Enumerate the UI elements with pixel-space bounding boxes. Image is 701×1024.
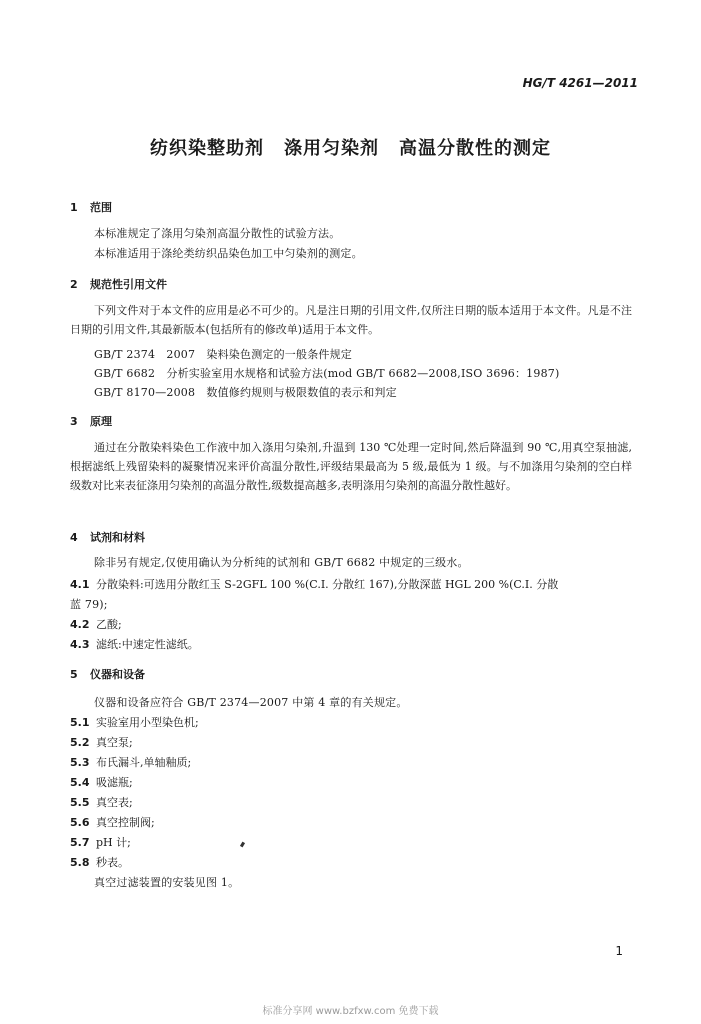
section-5-outro: 真空过滤装置的安装见图 1。 (94, 876, 240, 889)
standard-code: HG/T 4261—2011 (522, 76, 638, 90)
reference-3: GB/T 8170—2008 数值修约规则与极限数值的表示和判定 (94, 386, 397, 399)
item-number: 5.7 (70, 836, 90, 849)
section-title: 原理 (90, 415, 112, 428)
item-number: 5.5 (70, 796, 90, 809)
item-4-2 (70, 616, 122, 632)
section-2-intro: 下列文件对于本文件的应用是必不可少的。凡是注日期的引用文件,仅所注日期的版本适用于本文件。凡是不注日期的引用文件,其最新版本(包括所有的修改单)适用于本文件。 (70, 304, 632, 336)
item-text: 布氏漏斗,单轴釉质; (96, 756, 192, 769)
item-5-4 (70, 774, 133, 790)
item-number: 5.1 (70, 716, 90, 729)
item-text: 乙酸; (96, 618, 122, 631)
item-number: 5.2 (70, 736, 90, 749)
item-4-1 (70, 576, 558, 592)
item-number: 5.3 (70, 756, 90, 769)
item-5-3 (70, 754, 191, 770)
section-title: 仪器和设备 (90, 668, 145, 681)
item-text: 实验室用小型染色机; (96, 716, 199, 729)
document-title (0, 134, 701, 160)
title-part-2: 涤用匀染剂 (284, 138, 379, 159)
page-number: 1 (615, 944, 623, 958)
section-title: 范围 (90, 201, 112, 214)
section-number: 1 (70, 201, 78, 214)
section-3-heading (70, 413, 112, 429)
section-number: 3 (70, 415, 78, 428)
scan-speck (240, 842, 245, 848)
item-number: 5.4 (70, 776, 90, 789)
item-text: 吸滤瓶; (96, 776, 133, 789)
item-text: 真空表; (96, 796, 133, 809)
item-5-6 (70, 814, 155, 830)
item-number: 5.6 (70, 816, 90, 829)
title-part-3: 高温分散性的测定 (399, 138, 551, 159)
item-text: 真空控制阀; (96, 816, 155, 829)
section-4-heading (70, 529, 145, 545)
item-number: 4.3 (70, 638, 90, 651)
reference-1: GB/T 2374 2007 染料染色测定的一般条件规定 (94, 348, 352, 361)
item-text: 分散染料:可选用分散红玉 S-2GFL 100 %(C.I. 分散红 167),分散深蓝 HGL 200 %(C.I. 分散 (96, 578, 559, 591)
section-1-para-1: 本标准规定了涤用匀染剂高温分散性的试验方法。 (94, 227, 341, 240)
item-number: 4.2 (70, 618, 90, 631)
item-text: pH 计; (96, 836, 131, 849)
item-number: 4.1 (70, 578, 90, 591)
section-3-text: 通过在分散染料染色工作液中加入涤用匀染剂,升温到 130 ℃处理一定时间,然后降温到 90 ℃,用真空泵抽滤,根据滤纸上残留染料的凝聚情况来评价高温分散性,评级结果最高为 5 级,最低为 1 级。与不加涤用匀染剂的空白样级数对比来表征涤用匀染剂的高温分散性,级数提高越多,表明涤用匀染剂的高温分散性越好。 (70, 441, 632, 492)
section-title: 试剂和材料 (90, 531, 145, 544)
item-text: 秒表。 (96, 856, 129, 869)
item-text: 真空泵; (96, 736, 133, 749)
footer-watermark: 标准分享网 www.bzfxw.com 免费下载 (262, 1006, 439, 1017)
section-1-heading (70, 199, 112, 215)
item-text: 滤纸:中速定性滤纸。 (96, 638, 199, 651)
item-number: 5.8 (70, 856, 90, 869)
item-4-1-continued: 蓝 79); (70, 598, 108, 611)
section-number: 4 (70, 531, 78, 544)
item-5-8 (70, 854, 129, 870)
item-5-1 (70, 714, 199, 730)
item-5-7 (70, 834, 131, 850)
section-title: 规范性引用文件 (90, 278, 167, 291)
section-5-intro: 仪器和设备应符合 GB/T 2374—2007 中第 4 章的有关规定。 (94, 696, 408, 709)
section-number: 2 (70, 278, 78, 291)
item-4-3 (70, 636, 199, 652)
item-5-5 (70, 794, 133, 810)
title-part-1: 纺织染整助剂 (150, 138, 264, 159)
section-2-heading (70, 276, 167, 292)
reference-2: GB/T 6682 分析实验室用水规格和试验方法(mod GB/T 6682—2008,ISO 3696：1987) (94, 367, 560, 380)
section-1-para-2: 本标准适用于涤纶类纺织品染色加工中匀染剂的测定。 (94, 247, 363, 260)
section-4-intro: 除非另有规定,仅使用确认为分析纯的试剂和 GB/T 6682 中规定的三级水。 (94, 556, 469, 569)
section-number: 5 (70, 668, 78, 681)
section-5-heading (70, 666, 145, 682)
item-5-2 (70, 734, 133, 750)
